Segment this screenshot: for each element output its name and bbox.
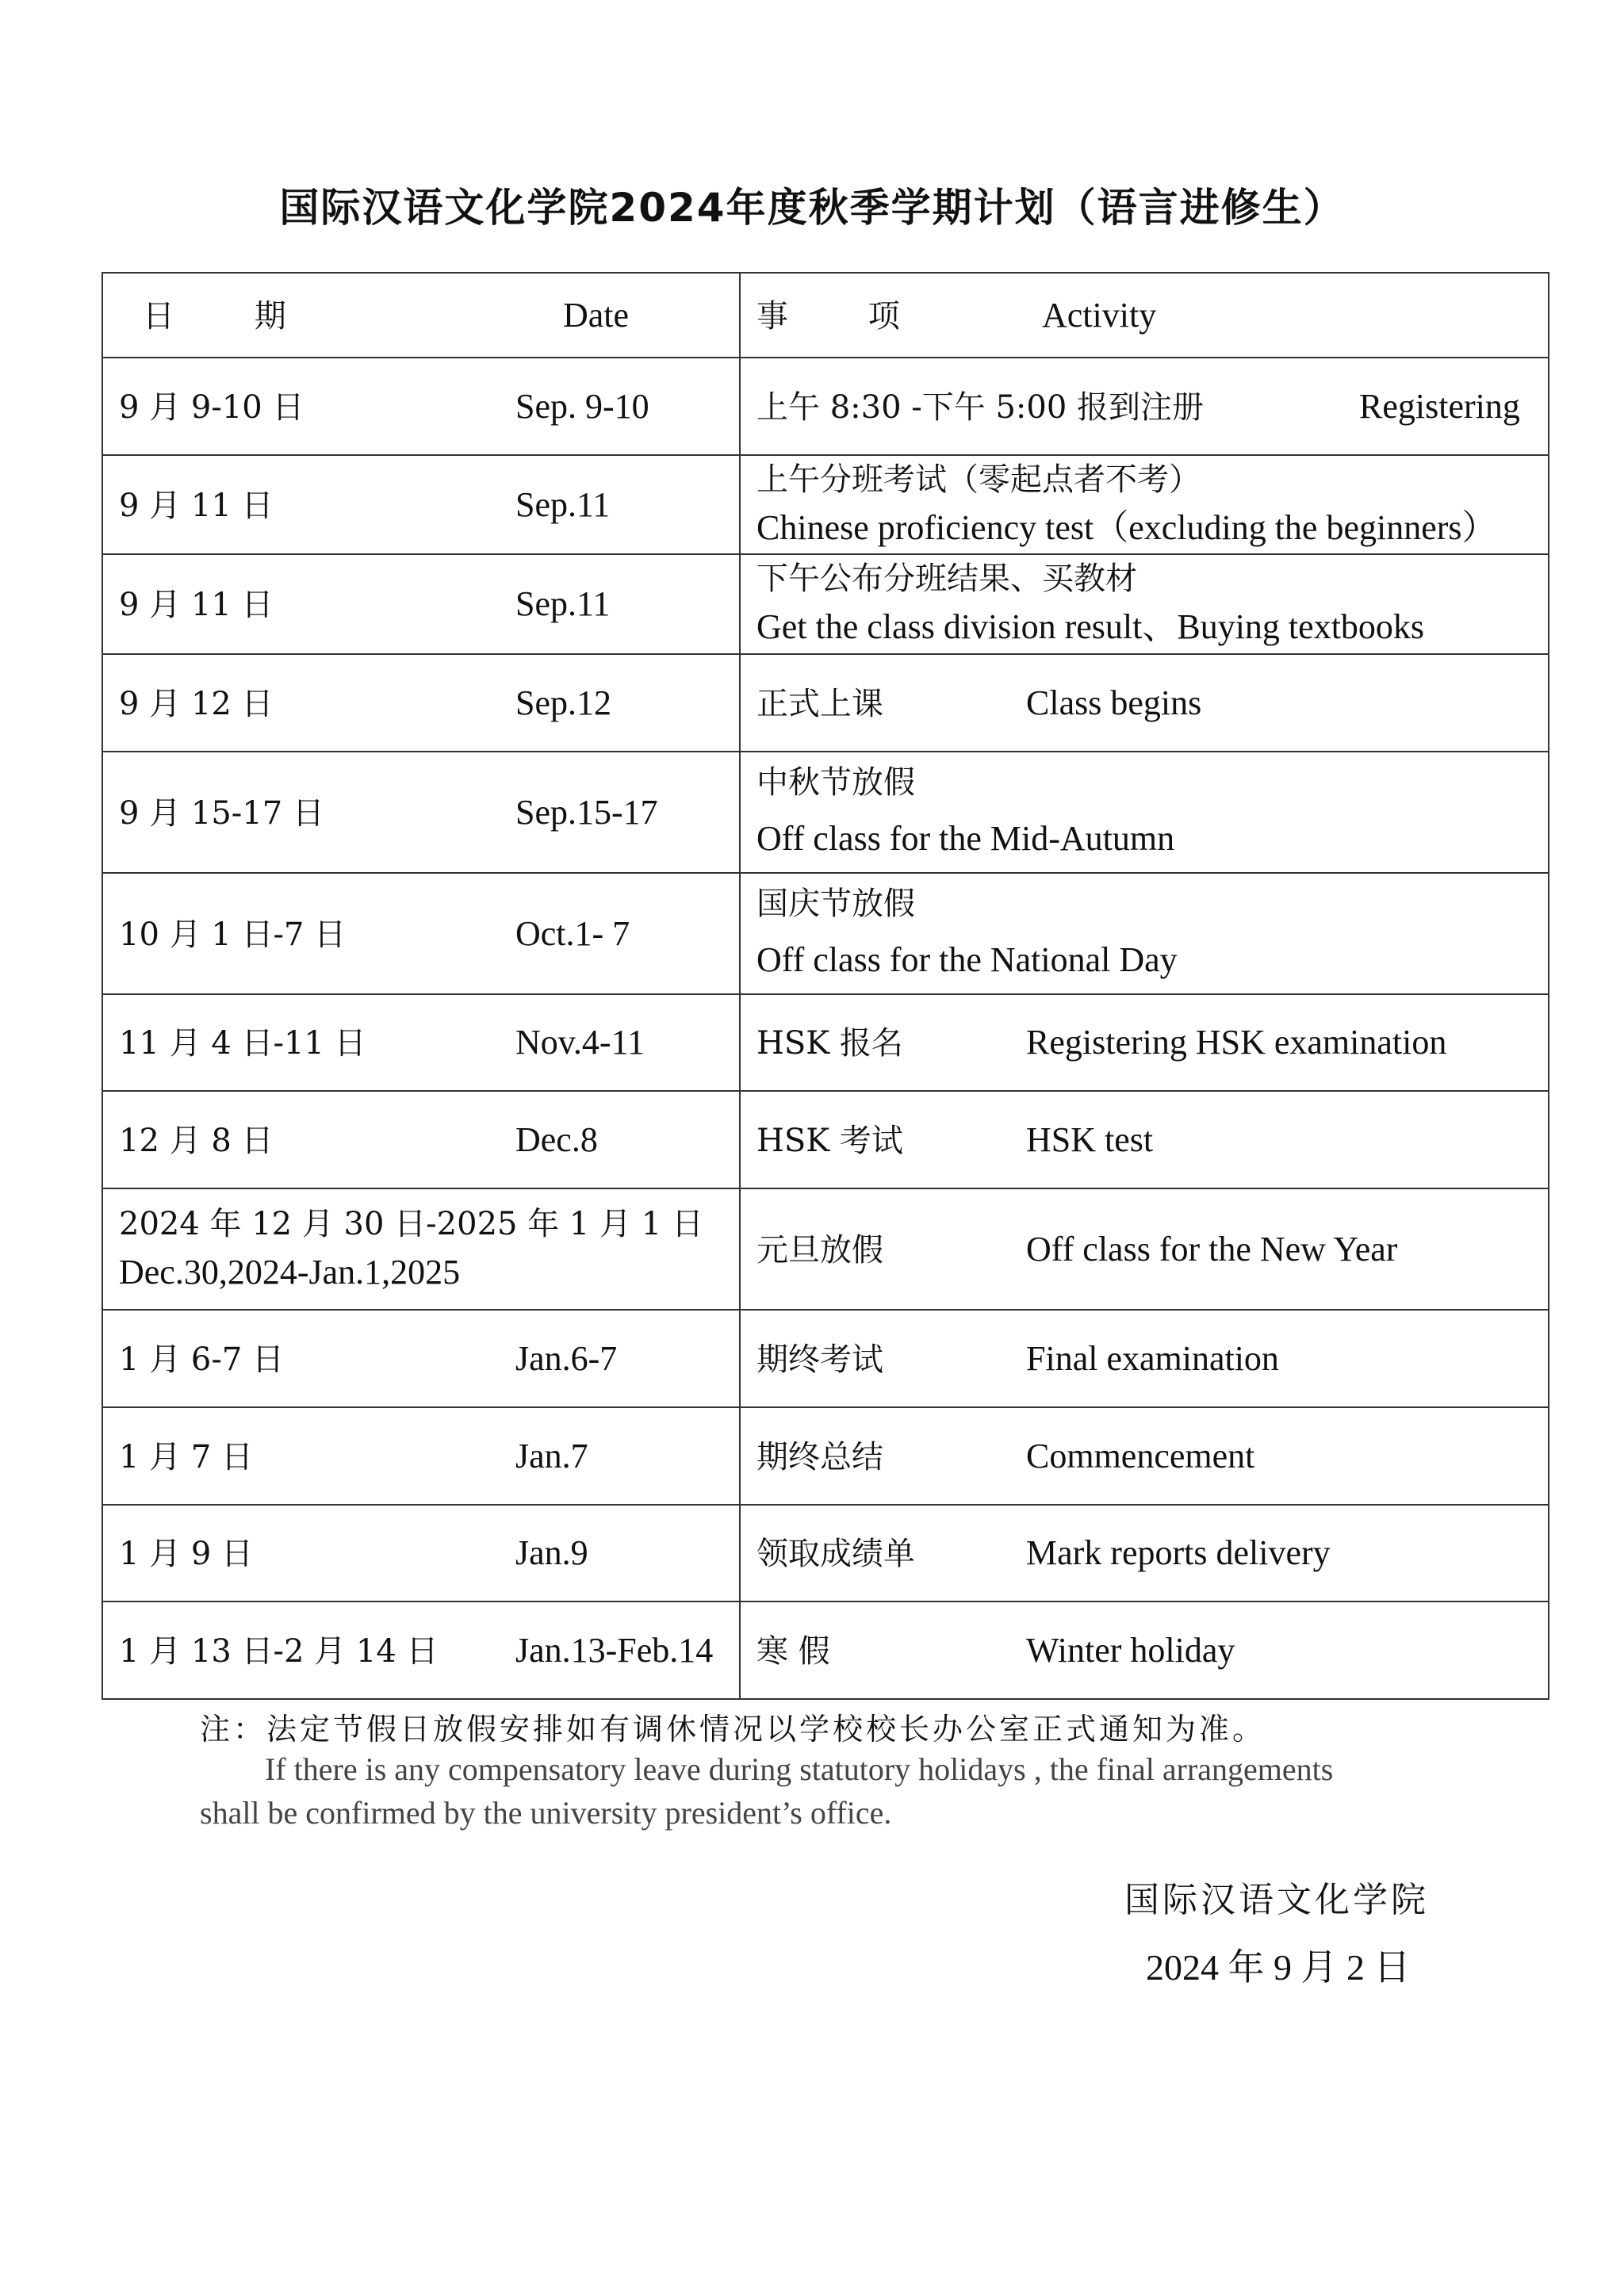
date-cn: 10 月 1 日-7 日 [119, 916, 347, 953]
date-cn: 9 月 11 日 [119, 587, 274, 624]
activity-cell [740, 1601, 1549, 1699]
activity-cell [740, 873, 1549, 994]
activity-cn: 寒 假 [756, 1632, 830, 1670]
footnote-en-line1: If there is any compensatory leave during statutory holidays , the final arrangements [265, 1751, 1334, 1787]
table-row [102, 358, 1549, 455]
date-en: Jan.7 [515, 1436, 588, 1475]
date-cell [102, 1601, 740, 1699]
date-cell [102, 455, 740, 554]
activity-cn: 上午分班考试（零起点者不考） [756, 461, 1201, 498]
date-cell [102, 554, 740, 654]
footnote-en-line2: shall be confirmed by the university president’s office. [200, 1795, 892, 1831]
date-cell [102, 358, 740, 455]
date-en: Sep.11 [515, 484, 611, 524]
table-row [102, 1310, 1549, 1407]
date-cell [102, 1310, 740, 1407]
activity-en: Mark reports delivery [1026, 1533, 1331, 1573]
activity-cn: HSK 报名 [756, 1025, 903, 1062]
table-row [102, 455, 1549, 554]
activity-en: Commencement [1026, 1436, 1255, 1475]
date-en: Oct.1- 7 [515, 913, 630, 953]
activity-en: Final examination [1026, 1338, 1279, 1378]
date-cn: 9 月 9-10 日 [119, 388, 304, 426]
table-row [102, 1091, 1549, 1188]
table-row [102, 752, 1549, 873]
header-activity-cell [740, 273, 1549, 358]
date-cn: 12 月 8 日 [119, 1122, 274, 1159]
activity-cn: 中秋节放假 [756, 764, 915, 802]
date-en: Sep.15-17 [515, 792, 658, 832]
activity-cell [740, 1091, 1549, 1188]
date-en: Sep.12 [515, 683, 611, 722]
table-header-row [102, 273, 1549, 358]
schedule-table [102, 272, 1549, 1700]
header-date-en: Date [563, 295, 630, 335]
date-en: Sep.11 [515, 584, 611, 624]
date-cn: 9 月 12 日 [119, 685, 274, 722]
activity-cell [740, 554, 1549, 654]
date-en: Dec.8 [515, 1119, 598, 1159]
signature-org: 国际汉语文化学院 [1124, 1880, 1429, 1920]
activity-en: Chinese proficiency test（excluding the beginners） [756, 507, 1497, 547]
table-row [102, 554, 1549, 654]
date-en: Jan.6-7 [515, 1338, 618, 1378]
table-row [102, 1407, 1549, 1505]
activity-en: Registering HSK examination [1026, 1023, 1447, 1062]
date-cell [102, 1188, 740, 1310]
activity-cn: 期终总结 [756, 1438, 883, 1475]
activity-cell [740, 1188, 1549, 1310]
table-row [102, 994, 1549, 1091]
table-row [102, 1505, 1549, 1601]
activity-cn: 期终考试 [756, 1341, 883, 1378]
date-cell [102, 654, 740, 752]
date-cn: 1 月 6-7 日 [119, 1341, 285, 1378]
activity-cn: 下午公布分班结果、买教材 [756, 561, 1137, 598]
signature-date: 2024 年 9 月 2 日 [1146, 1947, 1411, 1988]
footnote [200, 1705, 1266, 1748]
date-cn: 11 月 4 日-11 日 [119, 1025, 366, 1062]
date-cn: 1 月 7 日 [119, 1438, 254, 1475]
activity-cn: 上午 8:30 -下午 5:00 报到注册 [756, 388, 1205, 426]
activity-cell [740, 1407, 1549, 1505]
date-en: Jan.13-Feb.14 [515, 1630, 714, 1670]
date-cell [102, 1505, 740, 1601]
activity-cn: 元旦放假 [756, 1231, 883, 1269]
activity-cn: 领取成绩单 [756, 1536, 915, 1573]
activity-cell [740, 1310, 1549, 1407]
date-cn: 9 月 15-17 日 [119, 794, 324, 832]
activity-cell [740, 1505, 1549, 1601]
activity-cell [740, 455, 1549, 554]
activity-cell [740, 752, 1549, 873]
activity-cell [740, 358, 1549, 455]
date-en: Dec.30,2024-Jan.1,2025 [119, 1252, 461, 1292]
activity-cell [740, 654, 1549, 752]
date-en: Nov.4-11 [515, 1023, 645, 1062]
activity-en: Off class for the National Day [756, 940, 1178, 980]
header-activity-en: Activity [1042, 295, 1157, 335]
activity-en: HSK test [1026, 1119, 1154, 1159]
date-cell [102, 873, 740, 994]
activity-cn: 国庆节放假 [756, 886, 915, 923]
date-cn: 2024 年 12 月 30 日-2025 年 1 月 1 日 [119, 1205, 703, 1242]
date-en: Sep. 9-10 [515, 386, 649, 426]
table-row [102, 1188, 1549, 1310]
activity-en: Registering [1359, 386, 1520, 426]
date-en: Jan.9 [515, 1533, 588, 1573]
date-cn: 1 月 13 日-2 月 14 日 [119, 1632, 439, 1670]
date-cell [102, 1407, 740, 1505]
date-cell [102, 994, 740, 1091]
date-cell [102, 1091, 740, 1188]
activity-en: Get the class division result、Buying textbooks [756, 607, 1425, 647]
activity-en: Off class for the New Year [1026, 1229, 1398, 1269]
date-cn: 1 月 9 日 [119, 1536, 254, 1573]
activity-cn: HSK 考试 [756, 1122, 903, 1159]
table-row [102, 654, 1549, 752]
date-cell [102, 752, 740, 873]
document-title: 国际汉语文化学院2024年度秋季学期计划（语言进修生） [279, 185, 1345, 231]
table-row [102, 1601, 1549, 1699]
activity-en: Class begins [1026, 683, 1202, 722]
table-row [102, 873, 1549, 994]
activity-cn: 正式上课 [756, 685, 883, 722]
activity-cell [740, 994, 1549, 1091]
date-cn: 9 月 11 日 [119, 487, 274, 524]
header-date-cell [102, 273, 740, 358]
activity-en: Winter holiday [1026, 1630, 1235, 1670]
header-activity-cn: 事 项 [756, 297, 935, 335]
activity-en: Off class for the Mid-Autumn [756, 819, 1175, 859]
footnote-cn: 注：法定节假日放假安排如有调休情况以学校校长办公室正式通知为准。 [200, 1712, 1266, 1747]
header-date-cn: 日 期 [143, 297, 321, 335]
